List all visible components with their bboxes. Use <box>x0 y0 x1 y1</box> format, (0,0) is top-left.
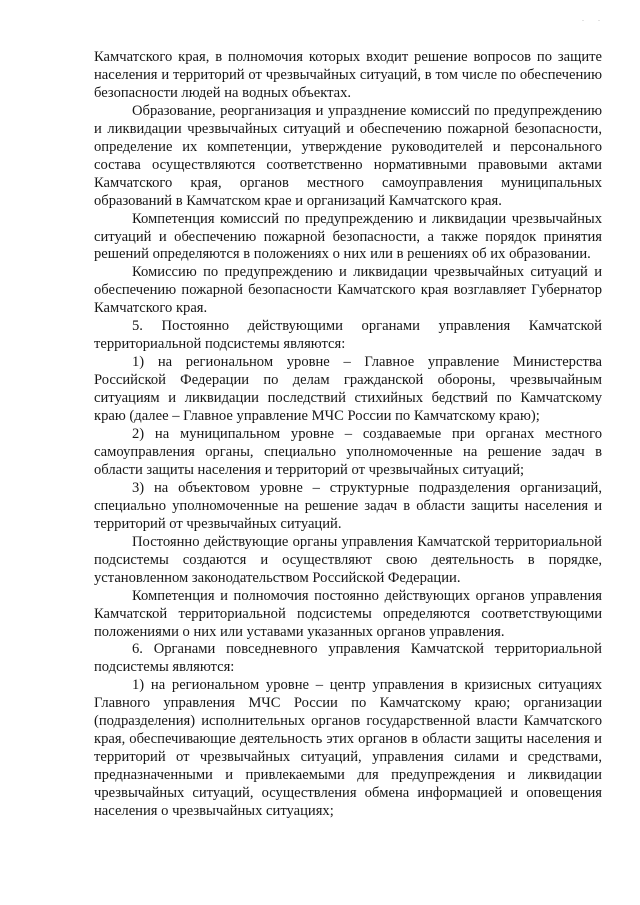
list-item-regional-level: 1) на региональном уровне – Главное управление Министерства Российской Федерации по делам гражданской обороны, чрезвычайным ситуациям и ликвидации последствий стихийных бедствий по Камчатскому краю (далее – Главное управление МЧС России по Камчатскому краю); <box>94 354 602 425</box>
paragraph-commission-competence: Компетенция комиссий по предупреждению и ликвидации чрезвычайных ситуаций и обеспечению пожарной безопасности, а также порядок принятия решений определяются в положениях о них или в решениях об их образовании. <box>94 210 602 263</box>
list-item-object-level: 3) на объектовом уровне – структурные подразделения организаций, специально уполномоченные на решение задач в области защиты населения и территорий от чрезвычайных ситуаций. <box>94 479 602 532</box>
paragraph-continuation: Камчатского края, в полномочия которых входит решение вопросов по защите населения и территорий от чрезвычайных ситуаций, в том числе по обеспечению безопасности людей на водных объектах. <box>94 49 602 101</box>
document-body <box>94 49 602 821</box>
paragraph-commission-formation: Образование, реорганизация и упразднение комиссий по предупреждению и ликвидации чрезвычайных ситуаций и обеспечению пожарной безопасности, определение их компетенции, утверждение руководителей и персонального состава осуществляются соответственно нормативными правовыми актами Камчатского края, органов местного самоуправления муниципальных образований в Камчатском крае и организаций Камчатского края. <box>94 102 602 209</box>
corner-mark: . . <box>582 14 606 23</box>
paragraph-bodies-competence: Компетенция и полномочия постоянно действующих органов управления Камчатской территориальной подсистемы определяются соответствующими положениями о них или уставами указанных органов управления. <box>94 587 602 640</box>
paragraph-section-5: 5. Постоянно действующими органами управления Камчатской территориальной подсистемы являются: <box>94 318 602 353</box>
paragraph-commission-head: Комиссию по предупреждению и ликвидации чрезвычайных ситуаций и обеспечению пожарной безопасности Камчатского края возглавляет Губернатор Камчатского края. <box>94 264 602 317</box>
list-item-municipal-level: 2) на муниципальном уровне – создаваемые при органах местного самоуправления органы, специально уполномоченные на решение задач в области защиты населения и территорий от чрезвычайных ситуаций; <box>94 426 602 478</box>
paragraph-bodies-creation: Постоянно действующие органы управления Камчатской территориальной подсистемы создаются и осуществляют свою деятельность в порядке, установленном законодательством Российской Федерации. <box>94 533 602 586</box>
list-item-daily-regional-level: 1) на региональном уровне – центр управления в кризисных ситуациях Главного управления МЧС России по Камчатскому краю; организации (подразделения) исполнительных органов государственной власти Камчатского края, обеспечивающие деятельность этих органов в области защиты населения и территорий от чрезвычайных ситуаций, управления силами и средствами, предназначенными и привлекаемыми для предупреждения и ликвидации чрезвычайных ситуаций, осуществления обмена информацией и оповещения населения о чрезвычайных ситуациях; <box>94 677 602 820</box>
paragraph-section-6: 6. Органами повседневного управления Камчатской территориальной подсистемы являются: <box>94 641 602 676</box>
